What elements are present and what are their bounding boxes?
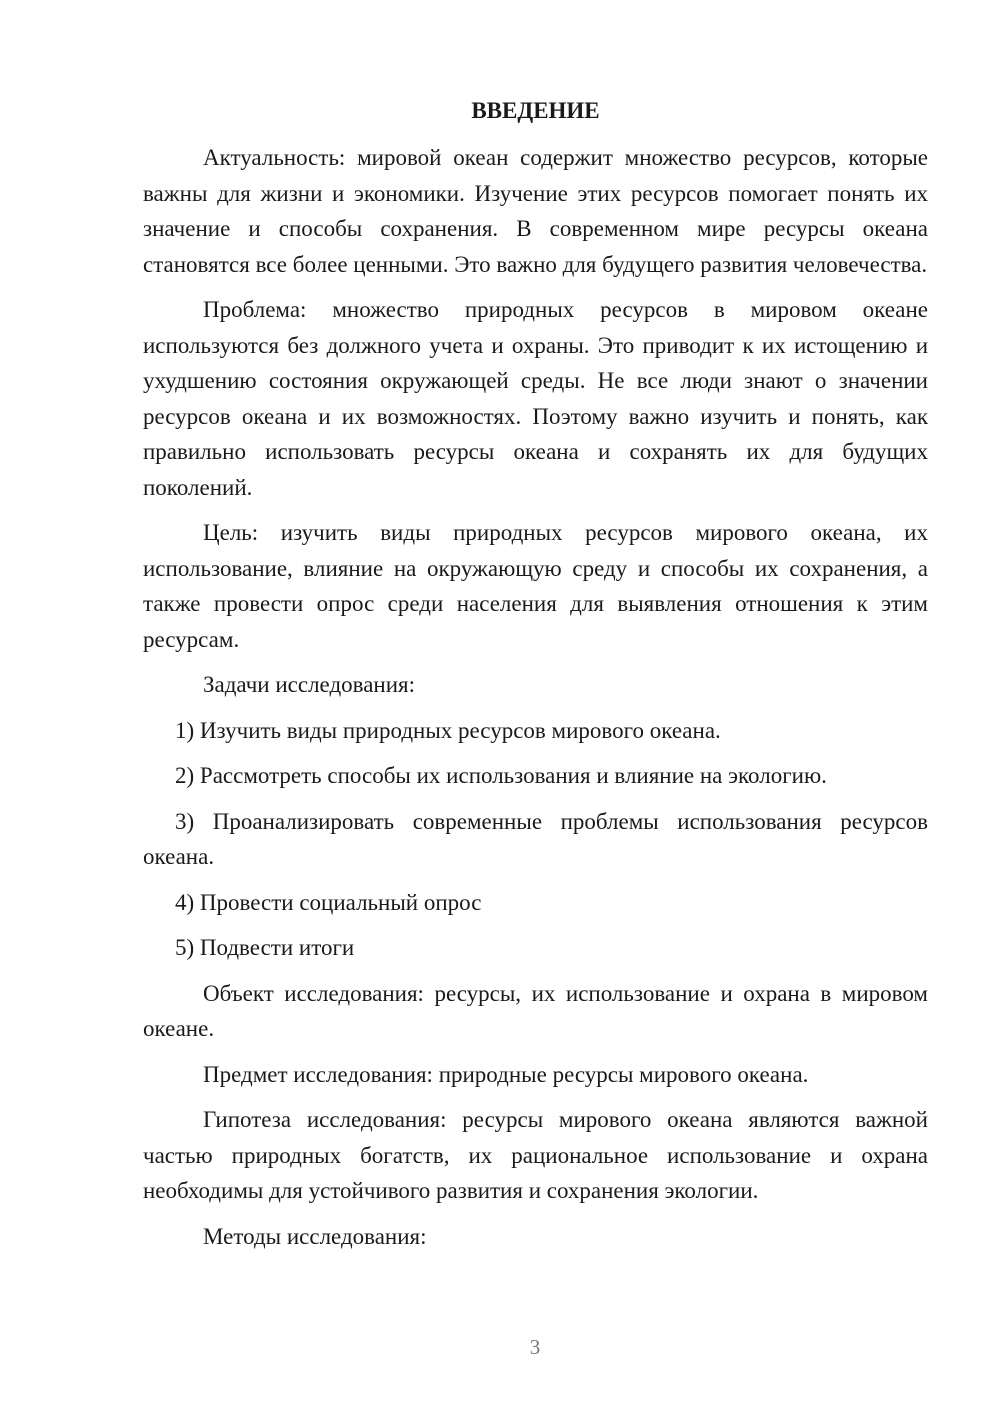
methods-heading: Методы исследования: [203, 1223, 427, 1249]
task-item: 3) Проанализировать современные проблемы использования ресурсов океана. [143, 808, 928, 869]
subject-paragraph: Предмет исследования: природные ресурсы мирового океана. [203, 1061, 809, 1087]
section-title: ВВЕДЕНИЕ [471, 98, 600, 123]
tasks-list [143, 713, 928, 966]
relevance-paragraph: Актуальность: мировой океан содержит множество ресурсов, которые важны для жизни и экономики. Изучение этих ресурсов помогает понять их значение и способы сохранения. В современном мире ресурсы океана становятся все более ценными. Это важно для будущего развития человечества. [143, 145, 928, 277]
task-item: 5) Подвести итоги [175, 935, 355, 960]
page-content [143, 96, 928, 1264]
tasks-heading: Задачи исследования: [203, 672, 416, 697]
task-item: 4) Провести социальный опрос [175, 889, 482, 915]
task-item: 2) Рассмотреть способы их использования и влияние на экологию. [175, 763, 827, 788]
problem-paragraph: Проблема: множество природных ресурсов в мировом океане используются без должного учета и охраны. Это приводит к их истощению и ухудшению состояния окружающей среды. Не все люди знают о значении ресурсов океана и их возможностях. Поэтому важно изучить и понять, как правильно использовать ресурсы океана и сохранять их для будущих поколений. [143, 297, 928, 500]
goal-paragraph: Цель: изучить виды природных ресурсов мирового океана, их использование, влияние на окружающую среду и способы их сохранения, а также провести опрос среди населения для выявления отношения к этим ресурсам. [143, 520, 928, 652]
hypothesis-paragraph: Гипотеза исследования: ресурсы мирового океана являются важной частью природных богатств, их рациональное использование и охрана необходимы для устойчивого развития и сохранения экологии. [143, 1107, 928, 1203]
page-number: 3 [529, 1335, 541, 1359]
object-paragraph: Объект исследования: ресурсы, их использование и охрана в мировом океане. [143, 980, 928, 1041]
task-item: 1) Изучить виды природных ресурсов мирового океана. [175, 717, 721, 743]
